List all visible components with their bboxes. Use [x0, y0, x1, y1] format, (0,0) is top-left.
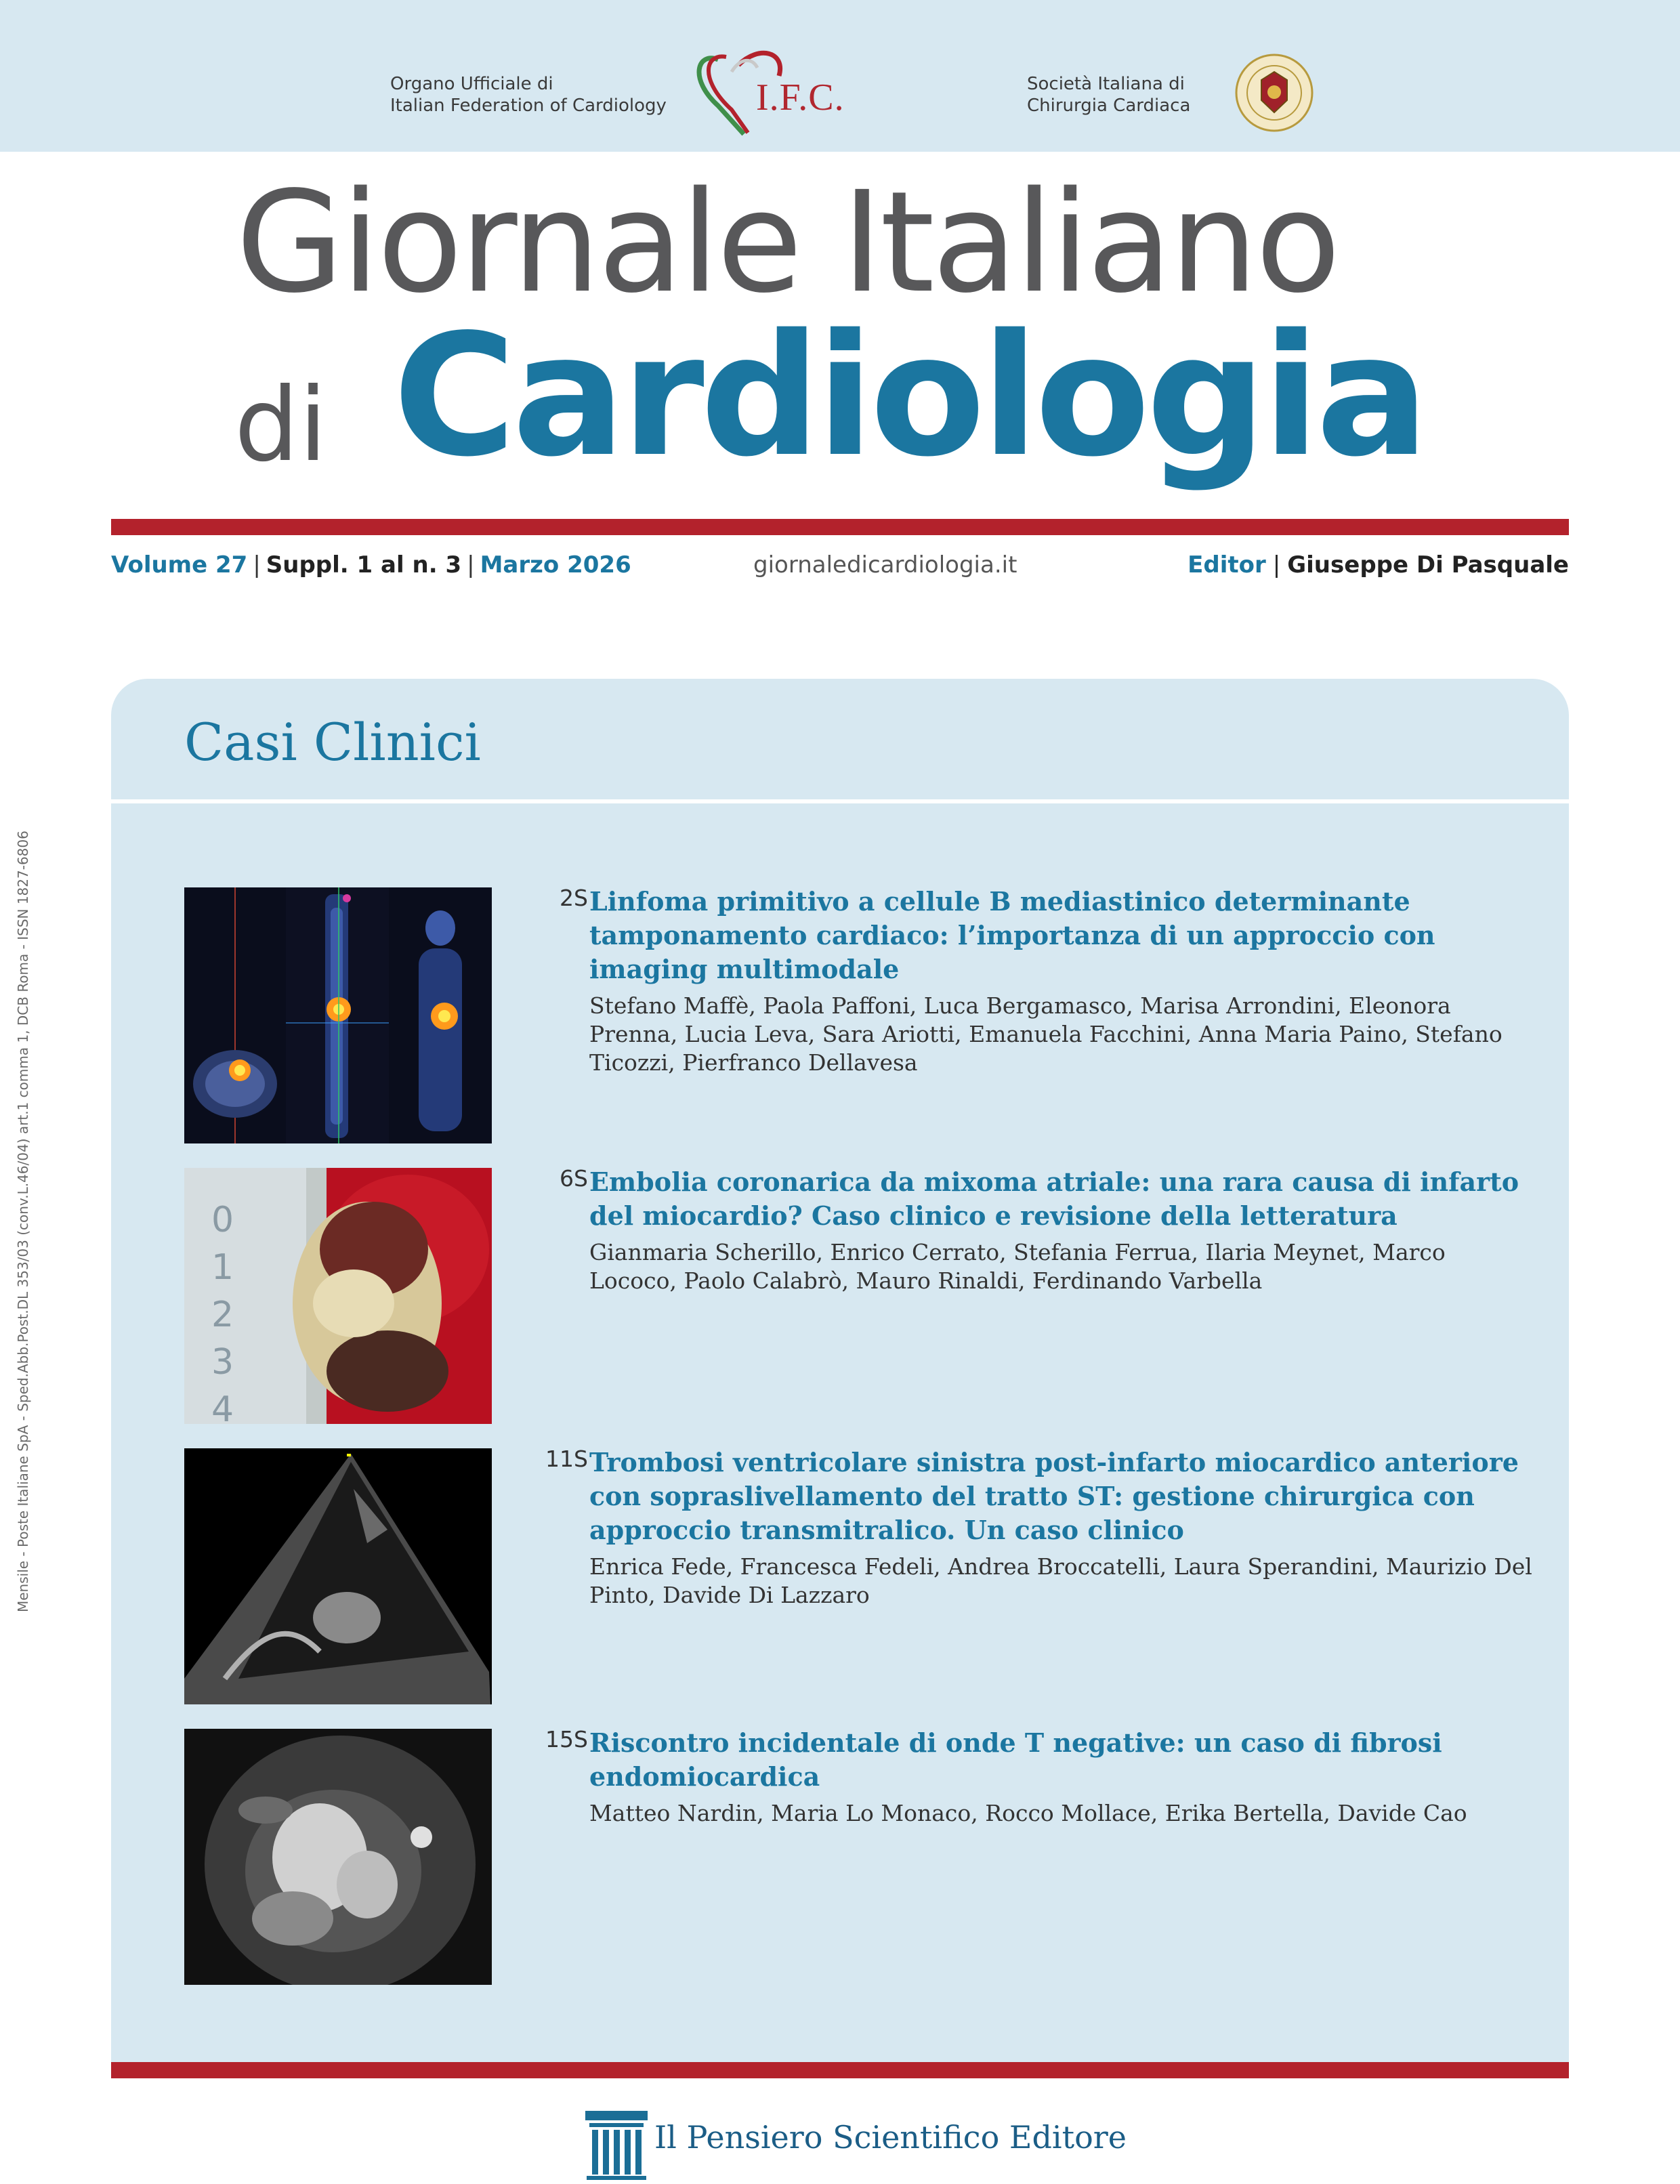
article-title[interactable]: Linfoma primitivo a cellule B mediastinico determinante tamponamento cardiaco: l’importanza di un approccio con imaging multimodale: [589, 886, 1435, 984]
top-red-rule: [111, 519, 1569, 535]
ruler-scale: [211, 1196, 252, 1424]
publisher-name: Il Pensiero Scientifico Editore: [654, 2119, 1127, 2156]
society-affiliation-line2: Chirurgia Cardiaca: [1027, 96, 1191, 116]
article-title[interactable]: Embolia coronarica da mixoma atriale: una rara causa di infarto del miocardio? Caso clinico e revisione della letteratura: [589, 1167, 1519, 1231]
article-authors: Gianmaria Scherillo, Enrico Cerrato, Stefania Ferrua, Ilaria Meynet, Marco Lococo, Paolo Calabrò, Mauro Rinaldi, Ferdinando Varbella: [589, 1239, 1446, 1294]
volume-label: Volume 27: [111, 551, 248, 579]
ruler-mark: 1: [211, 1247, 234, 1288]
article-authors: Matteo Nardin, Maria Lo Monaco, Rocco Mollace, Erika Bertella, Davide Cao: [589, 1800, 1467, 1826]
issue-date: Marzo 2026: [480, 551, 631, 579]
section-title: Casi Clinici: [184, 712, 481, 772]
society-seal-icon: [1234, 53, 1314, 133]
separator: |: [467, 551, 475, 579]
editor-label: Editor: [1188, 551, 1266, 579]
separator: |: [1272, 551, 1281, 579]
ruler-mark: 2: [211, 1295, 234, 1335]
editor-name: Giuseppe Di Pasquale: [1287, 551, 1569, 579]
ruler-mark: 4: [211, 1389, 234, 1424]
journal-title-cardiologia: Cardiologia: [393, 299, 1425, 494]
postal-registration-text: Mensile - Poste Italiane SpA - Sped.Abb.Post.DL 353/03 (conv.L.46/04) art.1 comma 1, DCB Roma - ISSN 1827-6806: [15, 831, 31, 1612]
ifc-affiliation-line1: Organo Ufficiale di: [390, 74, 553, 94]
publisher-column-logo-icon: [583, 2108, 650, 2181]
society-affiliation-line1: Società Italiana di: [1027, 74, 1185, 94]
journal-title-line1: Giornale Italiano: [236, 161, 1339, 324]
article-authors: Stefano Maffè, Paola Paffoni, Luca Bergamasco, Marisa Arrondini, Eleonora Prenna, Lucia Leva, Sara Ariotti, Emanuela Facchini, Anna Maria Paino, Stefano Ticozzi, Pierfranco Dellavesa: [589, 992, 1503, 1076]
ifc-affiliation: [390, 73, 667, 117]
article-1-image[interactable]: [184, 887, 492, 1143]
supplement-label: Suppl. 1 al n. 3: [266, 551, 462, 579]
ruler-mark: 0: [211, 1200, 234, 1240]
journal-website-link[interactable]: giornaledicardiologia.it: [753, 551, 1017, 579]
issue-info: [111, 550, 631, 580]
article-authors: Enrica Fede, Francesca Fedeli, Andrea Broccatelli, Laura Sperandini, Maurizio Del Pinto, Davide Di Lazzaro: [589, 1553, 1532, 1608]
ruler-mark: 3: [211, 1342, 234, 1383]
society-affiliation: [1027, 73, 1190, 117]
article-4-image[interactable]: [184, 1729, 492, 1985]
article-2-image[interactable]: [184, 1168, 492, 1424]
bottom-red-rule: [111, 2062, 1569, 2078]
separator: |: [253, 551, 261, 579]
panel-divider: [111, 799, 1569, 803]
article-page: 2S: [560, 885, 588, 911]
article-3-image[interactable]: [184, 1448, 492, 1704]
article-page: 15S: [545, 1726, 588, 1752]
article-title[interactable]: Trombosi ventricolare sinistra post-infarto miocardico anteriore con sopraslivellamento del tratto ST: gestione chirurgica con approccio transmitralico. Un caso clinico: [589, 1447, 1519, 1545]
editor-info: [1188, 550, 1569, 580]
ifc-affiliation-line2: Italian Federation of Cardiology: [390, 96, 667, 116]
article-title[interactable]: Riscontro incidentale di onde T negative: un caso di fibrosi endomiocardica: [589, 1727, 1442, 1792]
article-page: 11S: [545, 1446, 588, 1472]
ifc-logo-text: I.F.C.: [756, 77, 845, 119]
article-page: 6S: [560, 1165, 588, 1192]
journal-title-di: di: [234, 366, 327, 484]
